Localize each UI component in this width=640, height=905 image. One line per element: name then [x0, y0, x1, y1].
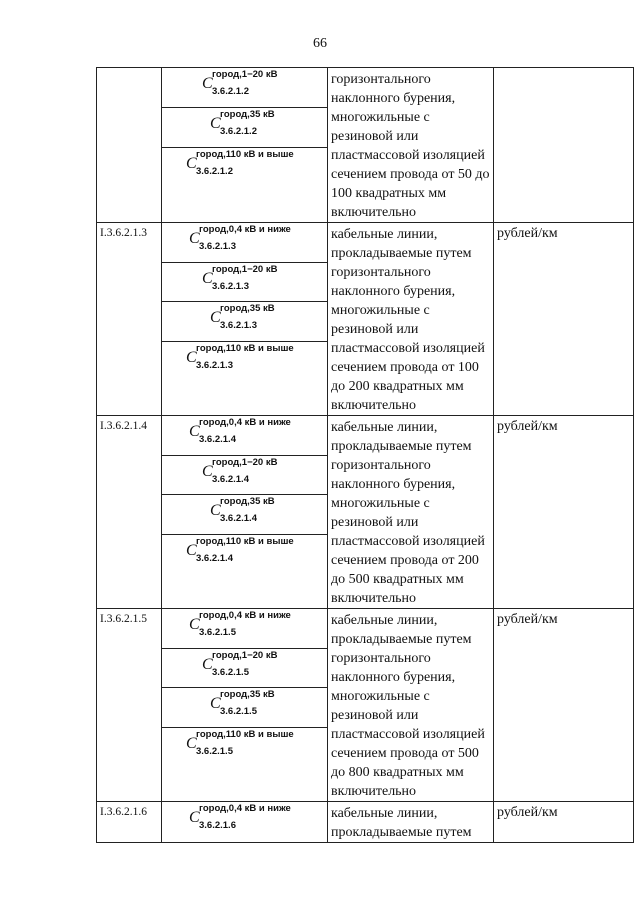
formula-cell — [162, 223, 328, 263]
rate-symbol: C — [186, 541, 197, 559]
code-cell — [97, 68, 162, 223]
formula-cell — [162, 495, 328, 535]
formula-subscript: 3.6.2.1.3 — [212, 280, 249, 292]
formula-superscript: город,0,4 кВ и ниже — [199, 417, 291, 428]
row-code: I.3.6.2.1.4 — [97, 416, 162, 609]
table-row — [97, 68, 634, 108]
formula-superscript: город,0,4 кВ и ниже — [199, 610, 291, 621]
formula-superscript: город,35 кВ — [220, 496, 275, 508]
rate-symbol: C — [202, 462, 213, 480]
formula-superscript: город,1−20 кВ — [212, 456, 278, 468]
rate-symbol: C — [189, 616, 200, 633]
formula-superscript: город,110 кВ и выше — [196, 728, 294, 740]
row-unit: рублей/км — [494, 223, 634, 416]
formula-cell — [162, 262, 328, 302]
formula-superscript: город,1−20 кВ — [212, 649, 278, 661]
formula-subscript: 3.6.2.1.5 — [212, 666, 249, 678]
formula-superscript: город,110 кВ и выше — [196, 149, 294, 161]
formula-cell — [162, 609, 328, 649]
rate-symbol: C — [186, 155, 197, 173]
formula-superscript: город,35 кВ — [220, 303, 275, 315]
formula-cell — [162, 68, 328, 108]
table-row — [97, 802, 634, 843]
rate-symbol: C — [202, 269, 213, 287]
formula-cell — [162, 108, 328, 148]
row-description: кабельные линии, прокладываемые путем горизонтального наклонного бурения, многожильные с резиновой или пластмассовой изоляцией сечением провода от 100 до 200 квадратных мм включительно — [328, 223, 494, 416]
formula-subscript: 3.6.2.1.2 — [220, 126, 257, 138]
formula-subscript: 3.6.2.1.5 — [220, 706, 257, 718]
formula-subscript: 3.6.2.1.6 — [199, 820, 236, 831]
row-code: I.3.6.2.1.5 — [97, 609, 162, 802]
rate-symbol: C — [186, 734, 197, 752]
formula-cell — [162, 416, 328, 456]
formula-cell — [162, 302, 328, 342]
row-unit: рублей/км — [494, 609, 634, 802]
formula-cell — [162, 648, 328, 688]
formula-cell — [162, 455, 328, 495]
rate-symbol: C — [189, 809, 200, 826]
formula-subscript: 3.6.2.1.2 — [196, 166, 233, 178]
formula-subscript: 3.6.2.1.3 — [199, 241, 236, 252]
formula-superscript: город,110 кВ и выше — [196, 535, 294, 547]
table-row — [97, 416, 634, 456]
row-code: I.3.6.2.1.6 — [97, 802, 162, 843]
page-number: 66 — [313, 36, 327, 51]
formula-subscript: 3.6.2.1.4 — [199, 434, 236, 445]
row-description: кабельные линии, прокладываемые путем — [328, 802, 494, 843]
formula-subscript: 3.6.2.1.4 — [196, 552, 233, 564]
formula-cell — [162, 802, 328, 843]
formula-superscript: город,1−20 кВ — [212, 69, 278, 80]
row-unit: рублей/км — [494, 416, 634, 609]
formula-cell — [162, 688, 328, 728]
formula-subscript: 3.6.2.1.3 — [196, 359, 233, 371]
unit-cell — [494, 68, 634, 223]
formula-subscript: 3.6.2.1.2 — [212, 86, 249, 97]
description-cell: горизонтального наклонного бурения, многожильные с резиновой или пластмассовой изоляцией сечением провода от 50 до 100 квадратных мм включительно — [328, 68, 494, 223]
rate-symbol: C — [189, 423, 200, 440]
formula-cell — [162, 341, 328, 415]
formula-superscript: город,1−20 кВ — [212, 263, 278, 275]
rate-symbol: C — [210, 309, 221, 327]
row-description: кабельные линии, прокладываемые путем горизонтального наклонного бурения, многожильные с резиновой или пластмассовой изоляцией сечением провода от 200 до 500 квадратных мм включительно — [328, 416, 494, 609]
formula-superscript: город,35 кВ — [220, 689, 275, 701]
formula-subscript: 3.6.2.1.3 — [220, 320, 257, 332]
formula-subscript: 3.6.2.1.4 — [212, 473, 249, 485]
rates-table — [96, 67, 634, 843]
rate-symbol: C — [189, 230, 200, 247]
rate-symbol: C — [202, 75, 213, 92]
row-unit: рублей/км — [494, 802, 634, 843]
formula-subscript: 3.6.2.1.4 — [220, 513, 257, 525]
table-row — [97, 609, 634, 649]
formula-cell — [162, 534, 328, 608]
table-row — [97, 223, 634, 263]
formula-subscript: 3.6.2.1.5 — [196, 745, 233, 757]
row-code: I.3.6.2.1.3 — [97, 223, 162, 416]
formula-cell — [162, 148, 328, 223]
formula-superscript: город,35 кВ — [220, 109, 275, 121]
rate-symbol: C — [210, 502, 221, 520]
formula-superscript: город,0,4 кВ и ниже — [199, 224, 291, 235]
formula-cell — [162, 727, 328, 801]
formula-superscript: город,110 кВ и выше — [196, 342, 294, 354]
formula-subscript: 3.6.2.1.5 — [199, 627, 236, 638]
rate-symbol: C — [186, 348, 197, 366]
rate-symbol: C — [202, 655, 213, 673]
rate-symbol: C — [210, 695, 221, 713]
formula-superscript: город,0,4 кВ и ниже — [199, 803, 291, 814]
row-description: кабельные линии, прокладываемые путем горизонтального наклонного бурения, многожильные с резиновой или пластмассовой изоляцией сечением провода от 500 до 800 квадратных мм включительно — [328, 609, 494, 802]
rate-symbol: C — [210, 115, 221, 133]
